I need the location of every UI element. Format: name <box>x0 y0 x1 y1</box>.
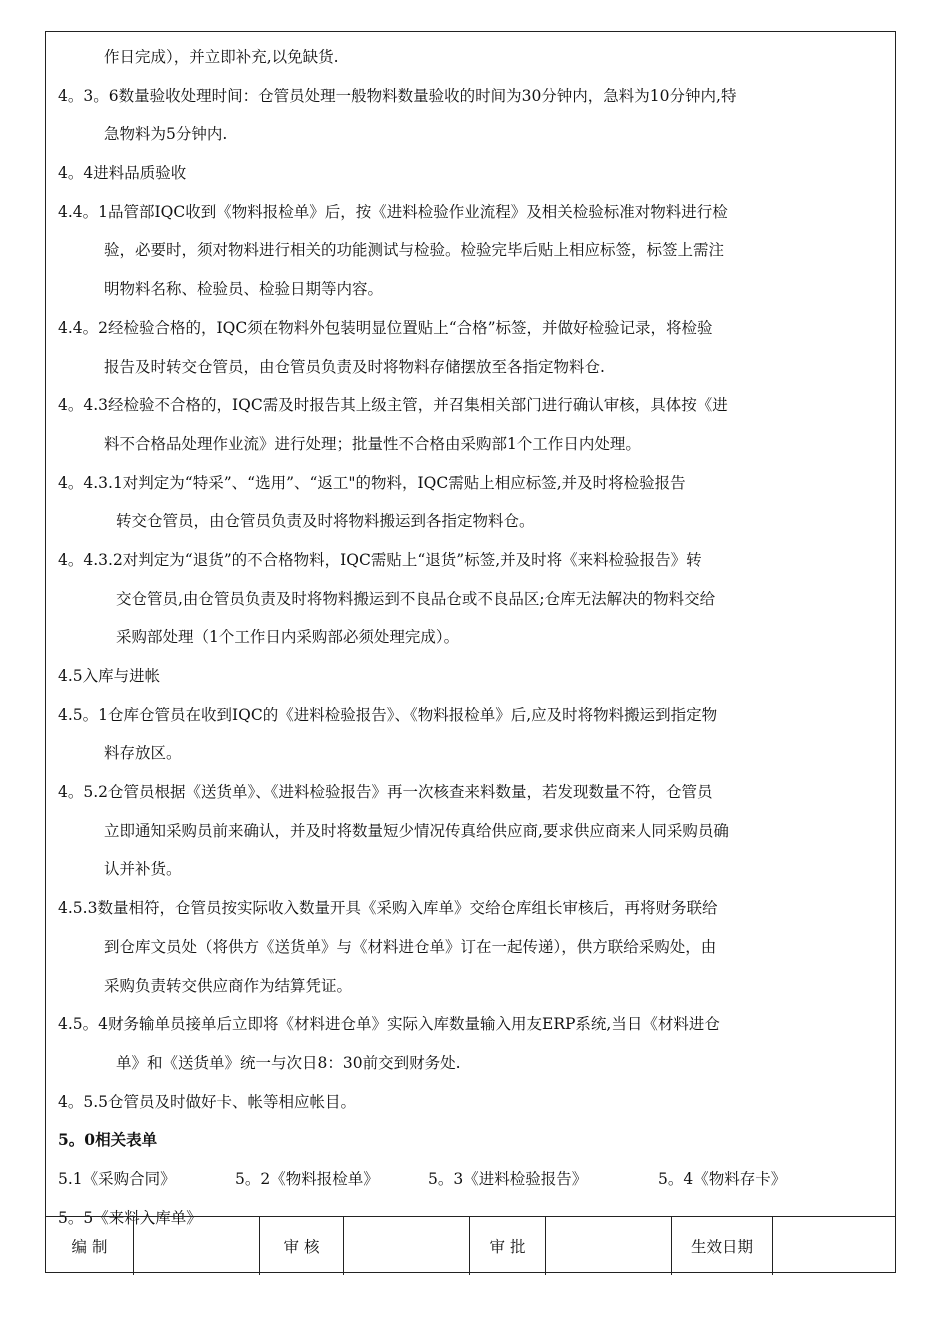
review-label: 审 核 <box>260 1217 344 1275</box>
form-item: 5。3《进料检验报告》 <box>428 1169 588 1188</box>
forms-last-item: 5。5《来料入库单》 <box>58 1208 202 1227</box>
text-line: 4.4。2经检验合格的，IQC须在物料外包装明显位置贴上“合格”标签，并做好检验记录，将检验 <box>58 318 713 337</box>
prepared-value <box>134 1217 260 1275</box>
text-line: 交仓管员,由仓管员负责及时将物料搬运到不良品仓或不良品区;仓库无法解决的物料交给 <box>116 589 716 608</box>
form-item: 5。2《物料报检单》 <box>235 1169 379 1188</box>
text-line: 4.5。1仓库仓管员在收到IQC的《进料检验报告》、《物料报检单》后,应及时将物料搬运到指定物 <box>58 705 718 724</box>
text-line: 认并补货。 <box>104 860 182 879</box>
text-line: 4.5入库与进帐 <box>58 667 161 685</box>
text-line: 急物料为5分钟内. <box>104 125 228 144</box>
signature-table <box>46 1216 895 1275</box>
prepared-label: 编 制 <box>46 1217 134 1275</box>
text-line: 4。4进料品质验收 <box>58 164 187 183</box>
text-line: 4。4.3.2对判定为“退货”的不合格物料，IQC需贴上“退货”标签,并及时将《来料检验报告》转 <box>58 550 702 569</box>
text-line: 4.4。1品管部IQC收到《物料报检单》后，按《进料检验作业流程》及相关检验标准对物料进行检 <box>58 202 728 221</box>
text-line: 料存放区。 <box>104 744 182 763</box>
text-line: 料不合格品处理作业流》进行处理；批量性不合格由采购部1个工作日内处理。 <box>104 434 641 453</box>
text-line: 报告及时转交仓管员，由仓管员负责及时将物料存储摆放至各指定物料仓. <box>104 357 605 376</box>
document-frame <box>45 31 896 1273</box>
forms-list <box>58 1160 883 1199</box>
approve-value <box>546 1217 672 1275</box>
text-line: 4.5.3数量相符，仓管员按实际收入数量开具《采购入库单》交给仓库组长审核后，再将财务联给 <box>58 899 718 918</box>
paragraph-lines <box>58 38 883 1121</box>
text-line: 明物料名称、检验员、检验日期等内容。 <box>104 280 384 299</box>
document-body <box>58 38 883 1237</box>
form-item: 5.1《采购合同》 <box>58 1169 176 1188</box>
forms-heading: 5。0相关表单 <box>58 1130 158 1150</box>
text-line: 采购部处理（1个工作日内采购部必须处理完成）。 <box>116 628 460 647</box>
text-line: 4。4.3经检验不合格的，IQC需及时报告其上级主管，并召集相关部门进行确认审核，具体按《进 <box>58 396 728 415</box>
review-value <box>344 1217 470 1275</box>
text-line: 作日完成），并立即补充,以免缺货. <box>104 48 339 66</box>
form-item: 5。4《物料存卡》 <box>658 1169 787 1188</box>
text-line: 4。4.3.1对判定为“特采”、“选用”、“返工"的物料，IQC需贴上相应标签,并及时将检验报告 <box>58 473 686 492</box>
text-line: 4。5.2仓管员根据《送货单》、《进料检验报告》再一次核查来料数量，若发现数量不符，仓管员 <box>58 783 713 802</box>
text-line: 单》和《送货单》统一与次日8：30前交到财务处. <box>116 1053 461 1072</box>
text-line: 4.5。4财务输单员接单后立即将《材料进仓单》实际入库数量输入用友ERP系统,当日《材料进仓 <box>58 1015 720 1034</box>
effective-date-label: 生效日期 <box>672 1217 773 1275</box>
text-line: 4。5.5仓管员及时做好卡、帐等相应帐目。 <box>58 1092 357 1111</box>
approve-label: 审 批 <box>470 1217 546 1275</box>
text-line: 到仓库文员处（将供方《送货单》与《材料进仓单》订在一起传递），供方联给采购处，由 <box>104 937 717 956</box>
text-line: 立即通知采购员前来确认，并及时将数量短少情况传真给供应商,要求供应商来人同采购员确 <box>104 821 729 840</box>
text-line: 验，必要时，须对物料进行相关的功能测试与检验。检验完毕后贴上相应标签，标签上需注 <box>104 241 725 260</box>
text-line: 4。3。6数量验收处理时间：仓管员处理一般物料数量验收的时间为30分钟内，急料为10分钟内,特 <box>58 86 737 105</box>
text-line: 采购负责转交供应商作为结算凭证。 <box>104 976 353 995</box>
text-line: 转交仓管员，由仓管员负责及时将物料搬运到各指定物料仓。 <box>116 512 535 531</box>
effective-date-value <box>773 1217 895 1275</box>
